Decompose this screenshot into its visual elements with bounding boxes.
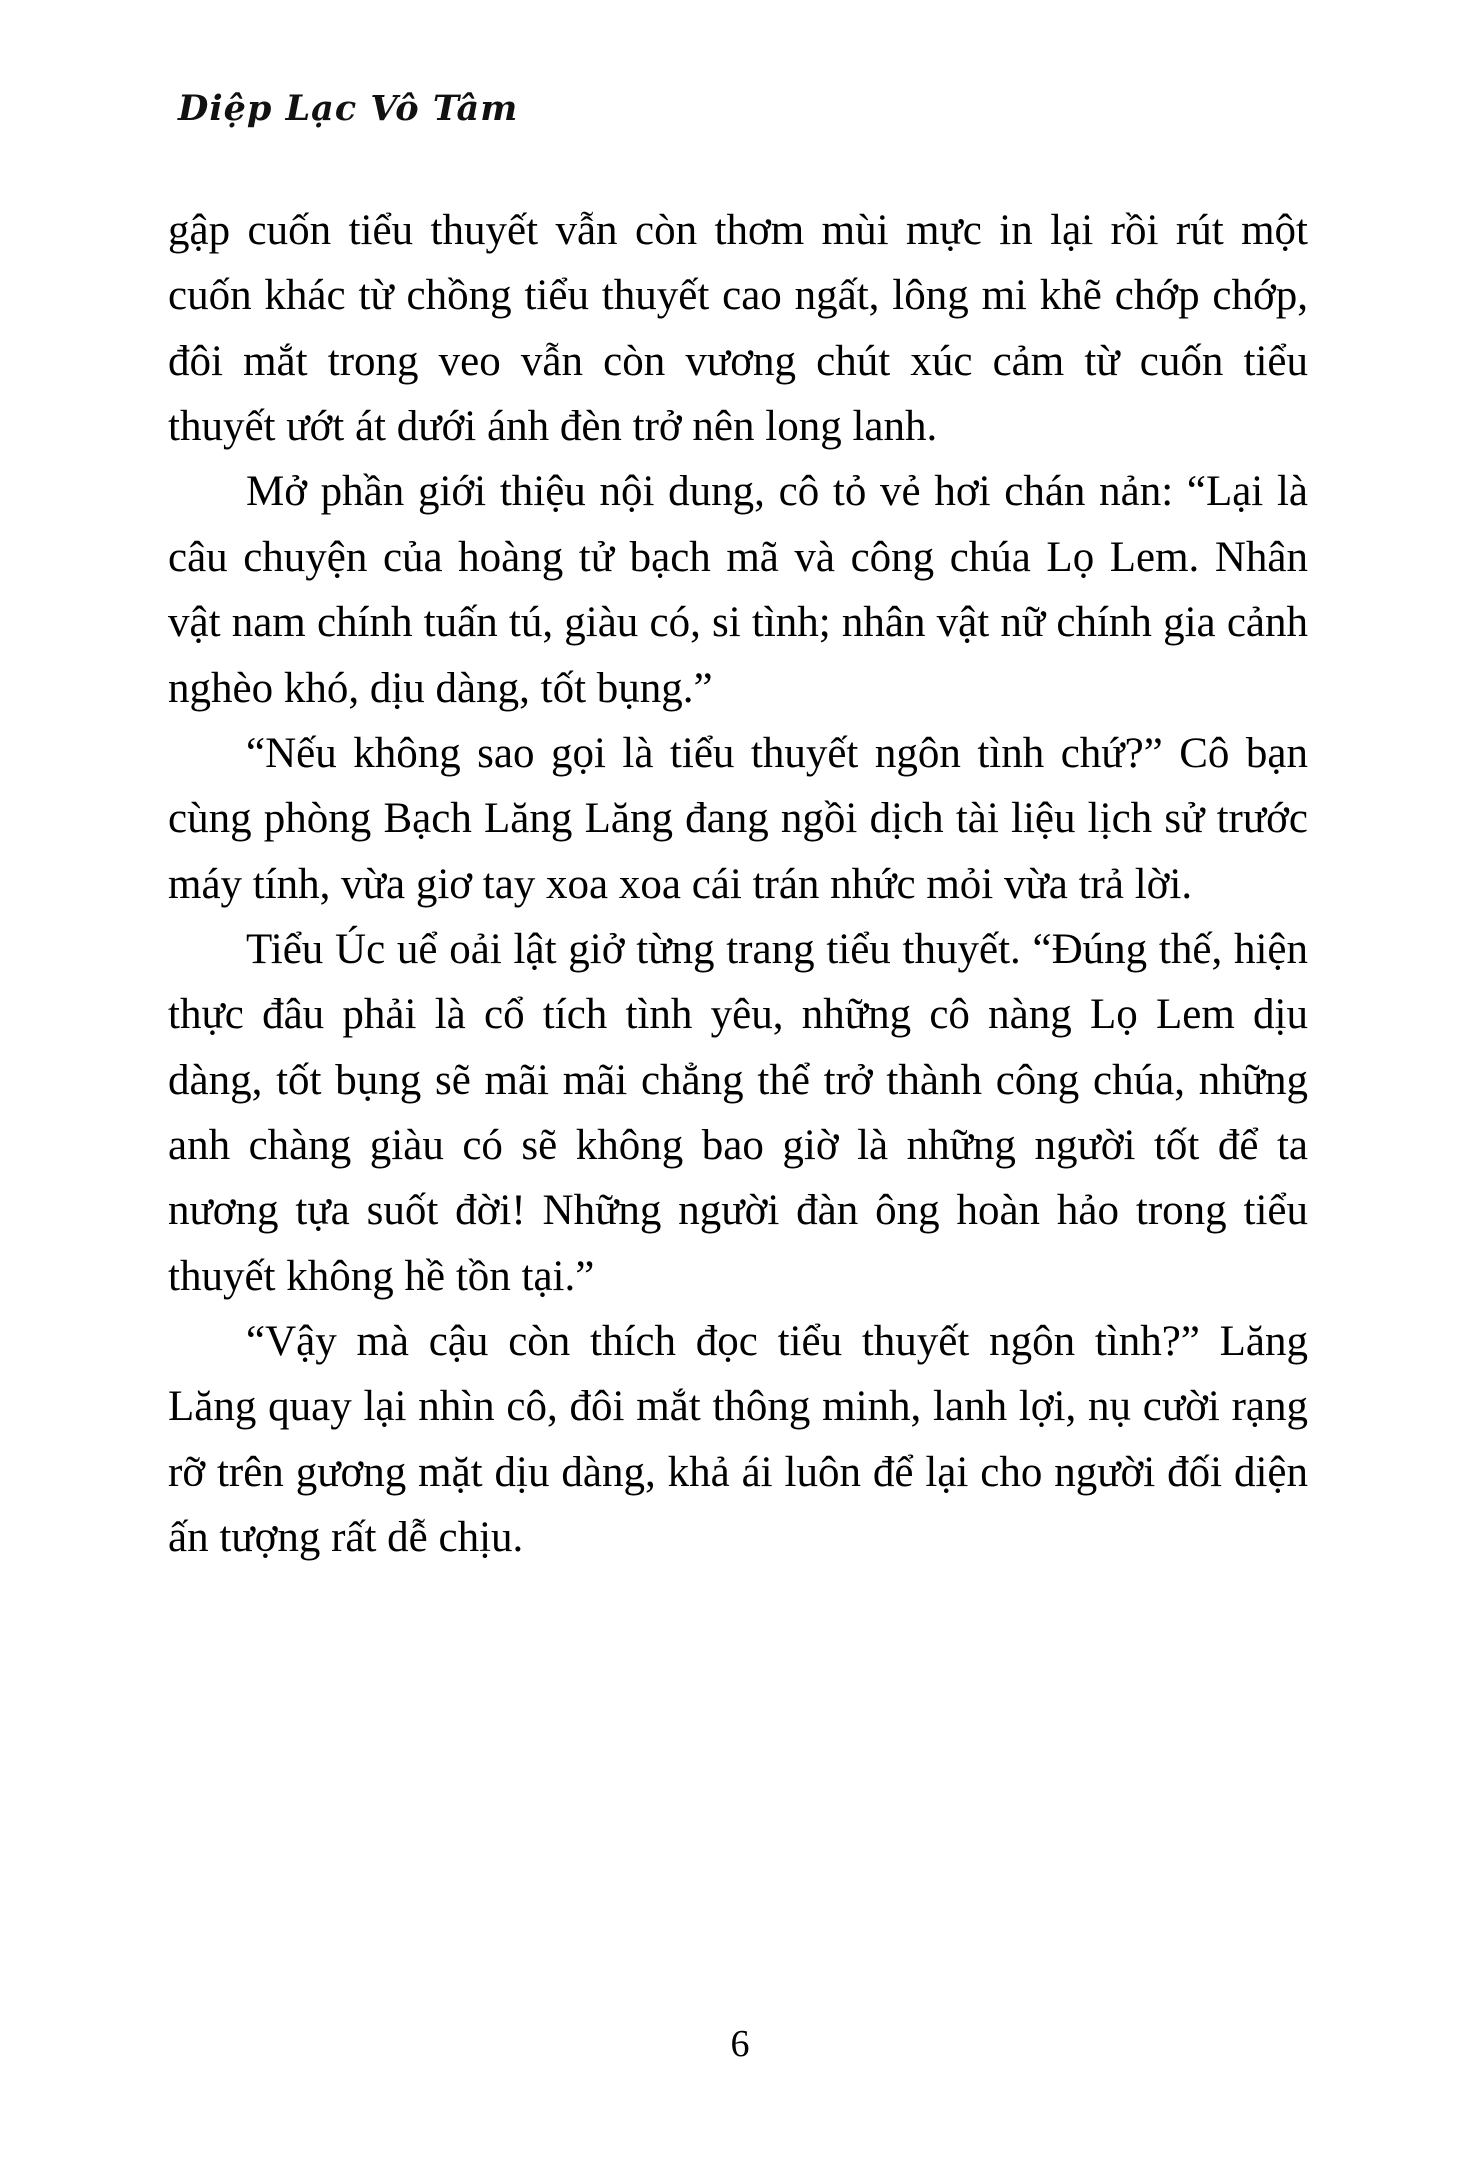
paragraph: Tiểu Úc uể oải lật giở từng trang tiểu thuyết. “Đúng thế, hiện thực đâu phải là cổ tích tình yêu, những cô nàng Lọ Lem dịu dàng, tốt bụng sẽ mãi mãi chẳng thể trở thành công chúa, những anh chàng giàu có sẽ không bao giờ là những người tốt để ta nương tựa suốt đời! Những người đàn ông hoàn hảo trong tiểu thuyết không hề tồn tại.” bbox=[168, 925, 1308, 1300]
paragraph: gập cuốn tiểu thuyết vẫn còn thơm mùi mực in lại rồi rút một cuốn khác từ chồng tiểu thuyết cao ngất, lông mi khẽ chớp chớp, đôi mắt trong veo vẫn còn vương chút xúc cảm từ cuốn tiểu thuyết ướt át dưới ánh đèn trở nên long lanh. bbox=[168, 207, 1308, 451]
paragraph: “Nếu không sao gọi là tiểu thuyết ngôn tình chứ?” Cô bạn cùng phòng Bạch Lăng Lăng đang ngồi dịch tài liệu lịch sử trước máy tính, vừa giơ tay xoa xoa cái trán nhức mỏi vừa trả lời. bbox=[168, 729, 1308, 908]
page-body bbox=[168, 198, 1308, 1571]
page-number: 6 bbox=[730, 2023, 750, 2065]
paragraph: “Vậy mà cậu còn thích đọc tiểu thuyết ngôn tình?” Lăng Lăng quay lại nhìn cô, đôi mắt thông minh, lanh lợi, nụ cười rạng rỡ trên gương mặt dịu dàng, khả ái luôn để lại cho người đối diện ấn tượng rất dễ chịu. bbox=[168, 1318, 1308, 1562]
running-head: Diệp Lạc Vô Tâm bbox=[178, 88, 519, 129]
paragraph: Mở phần giới thiệu nội dung, cô tỏ vẻ hơi chán nản: “Lại là câu chuyện của hoàng tử bạch mã và công chúa Lọ Lem. Nhân vật nam chính tuấn tú, giàu có, si tình; nhân vật nữ chính gia cảnh nghèo khó, dịu dàng, tốt bụng.” bbox=[168, 468, 1308, 712]
